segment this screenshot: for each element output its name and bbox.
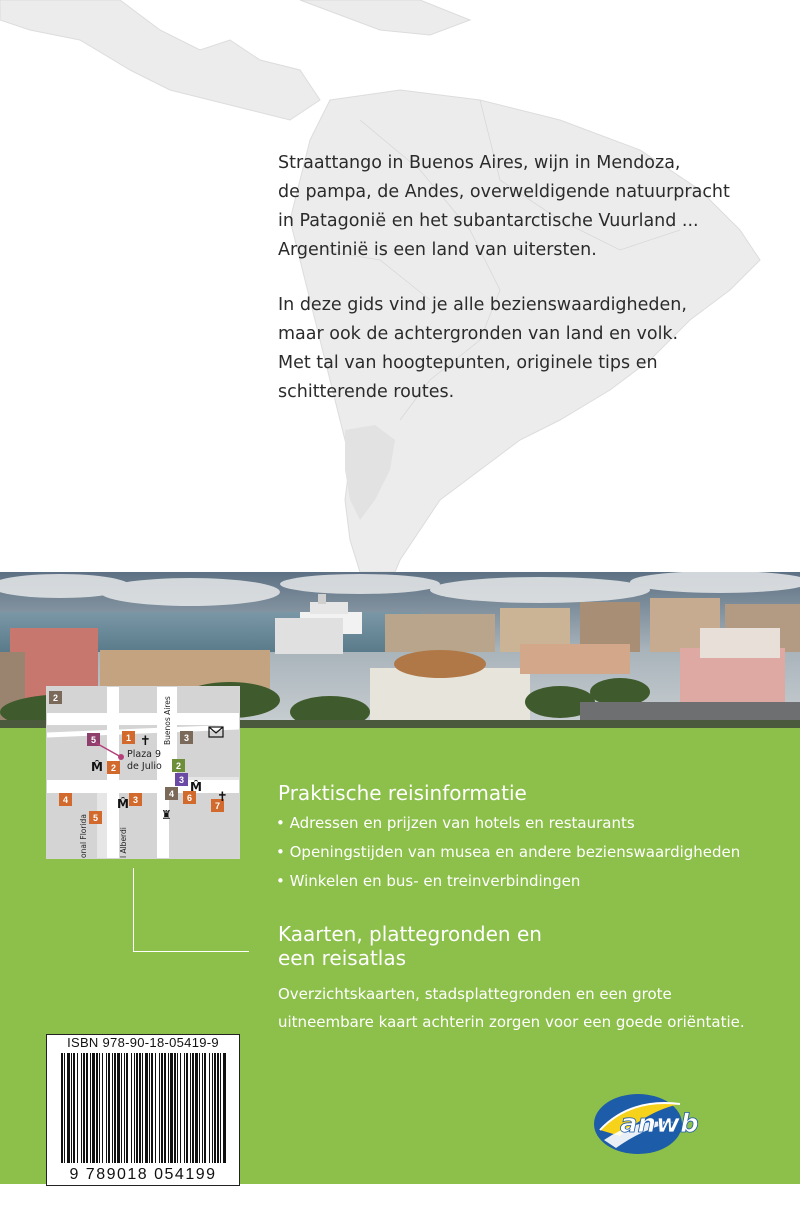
barcode-bar xyxy=(155,1053,156,1163)
intro-paragraph-2 xyxy=(278,291,748,407)
city-map-inset xyxy=(46,686,240,859)
intro-paragraph-1 xyxy=(278,149,748,265)
barcode-bar xyxy=(202,1053,203,1163)
section-heading-praktische: Praktische reisinformatie xyxy=(278,781,527,805)
barcode-bar xyxy=(124,1053,125,1163)
map-marker: 5 xyxy=(92,813,99,823)
metro-icon: M̂ xyxy=(91,760,103,774)
barcode-bar xyxy=(145,1053,148,1163)
barcode-bar xyxy=(190,1053,191,1163)
barcode-bar xyxy=(81,1053,82,1163)
map-marker: 2 xyxy=(175,761,182,771)
section-description xyxy=(278,980,778,1036)
metro-icon: M̂ xyxy=(117,797,129,811)
barcode-bar xyxy=(108,1053,110,1163)
barcode-bar xyxy=(112,1053,113,1163)
map-marker: 4 xyxy=(168,789,175,799)
bullet-item: • Openingstijden van musea en andere bezienswaardigheden xyxy=(276,843,741,861)
barcode-bar xyxy=(102,1053,103,1163)
barcode-bar xyxy=(168,1053,169,1163)
map-street-label: onal Florida xyxy=(79,814,88,858)
barcode-bar xyxy=(164,1053,166,1163)
barcode-bar xyxy=(180,1053,181,1163)
barcode-bar xyxy=(117,1053,120,1163)
map-marker: 1 xyxy=(125,733,132,743)
barcode-bar xyxy=(204,1053,206,1163)
intro-line: Met tal van hoogtepunten, originele tips en xyxy=(278,353,658,373)
barcode-bar xyxy=(214,1053,216,1163)
barcode-bar xyxy=(67,1053,70,1163)
map-marker: 4 xyxy=(62,795,69,805)
bullet-item: • Winkelen en bus- en treinverbindingen xyxy=(276,872,581,890)
church-icon: ✝ xyxy=(217,790,228,805)
top-section xyxy=(0,0,800,572)
monument-icon: ♜ xyxy=(161,808,172,822)
barcode-bar xyxy=(195,1053,198,1163)
barcode-bar xyxy=(220,1053,221,1163)
map-marker: 6 xyxy=(186,793,193,803)
map-marker: 2 xyxy=(52,693,59,703)
bottom-margin xyxy=(0,1184,800,1219)
barcode-bar xyxy=(142,1053,143,1163)
barcode-bar xyxy=(174,1053,176,1163)
barcode-bar xyxy=(134,1053,135,1163)
church-icon: ✝ xyxy=(140,734,151,749)
barcode-bar xyxy=(90,1053,91,1163)
anwb-logo xyxy=(590,1088,722,1156)
barcode-bar xyxy=(64,1053,65,1163)
barcode-bar xyxy=(96,1053,98,1163)
barcode-bar xyxy=(159,1053,160,1163)
isbn-barcode xyxy=(46,1034,240,1186)
barcode-bar xyxy=(151,1053,153,1163)
barcode-bar xyxy=(114,1053,116,1163)
intro-line: Argentinië is een land van uitersten. xyxy=(278,240,597,260)
map-marker: 3 xyxy=(132,795,139,805)
barcode-bar xyxy=(209,1053,210,1163)
intro-line: maar ook de achtergronden van land en volk. xyxy=(278,324,679,344)
heading-line: Kaarten, plattegronden en xyxy=(278,922,542,946)
barcode-bar xyxy=(139,1053,141,1163)
barcode-bar xyxy=(136,1053,138,1163)
barcode-bar xyxy=(192,1053,194,1163)
barcode-bar xyxy=(92,1053,95,1163)
barcode-bar xyxy=(149,1053,150,1163)
map-marker: 5 xyxy=(90,735,97,745)
barcode-bar xyxy=(223,1053,226,1163)
barcode-bar xyxy=(217,1053,219,1163)
map-marker: 2 xyxy=(110,763,117,773)
connector-line xyxy=(133,951,249,952)
isbn-label: ISBN 978-90-18-05419-9 xyxy=(67,1035,219,1050)
intro-line: in Patagonië en het subantarctische Vuurland ... xyxy=(278,211,699,231)
intro-line: schitterende routes. xyxy=(278,382,455,402)
heading-line: een reisatlas xyxy=(278,946,407,970)
map-marker: 7 xyxy=(214,801,221,811)
barcode-bar xyxy=(99,1053,100,1163)
barcode-bar xyxy=(61,1053,63,1163)
south-america-map-background xyxy=(0,0,800,572)
barcode-bar xyxy=(177,1053,178,1163)
connector-line xyxy=(133,868,134,952)
barcode-bar xyxy=(184,1053,185,1163)
metro-icon: M̂ xyxy=(190,780,202,794)
barcode-bars xyxy=(47,1035,239,1185)
barcode-bar xyxy=(186,1053,188,1163)
barcode-bar xyxy=(73,1053,75,1163)
anwb-logo-text: anwb xyxy=(620,1109,699,1139)
map-label-plaza: Plaza 9 xyxy=(127,749,162,760)
barcode-bar xyxy=(161,1053,163,1163)
bullet-item: • Adressen en prijzen van hotels en restaurants xyxy=(276,814,635,832)
section-heading-kaarten xyxy=(278,922,542,970)
map-street-label: Buenos Aires xyxy=(163,696,172,745)
barcode-bar xyxy=(86,1053,88,1163)
barcode-bar xyxy=(212,1053,213,1163)
map-label-plaza: de Julio xyxy=(127,761,162,772)
barcode-bar xyxy=(126,1053,128,1163)
intro-line: Straattango in Buenos Aires, wijn in Mendoza, xyxy=(278,153,681,173)
map-marker: 3 xyxy=(183,733,190,743)
intro-line: de pampa, de Andes, overweldigende natuurpracht xyxy=(278,182,730,202)
barcode-bar xyxy=(71,1053,72,1163)
description-line: uitneembare kaart achterin zorgen voor een goede oriëntatie. xyxy=(278,1013,745,1031)
barcode-bar xyxy=(121,1053,122,1163)
barcode-bar xyxy=(106,1053,107,1163)
barcode-bar xyxy=(199,1053,200,1163)
barcode-bar xyxy=(83,1053,85,1163)
barcode-bar xyxy=(170,1053,173,1163)
intro-line: In deze gids vind je alle bezienswaardigheden, xyxy=(278,295,687,315)
barcode-bar xyxy=(77,1053,78,1163)
map-marker: 3 xyxy=(178,775,185,785)
isbn-digits: 9 789018 054199 xyxy=(69,1166,217,1183)
map-street-label: l Alberdi xyxy=(119,827,128,858)
description-line: Overzichtskaarten, stadsplattegronden en een grote xyxy=(278,985,672,1003)
barcode-bar xyxy=(131,1053,132,1163)
